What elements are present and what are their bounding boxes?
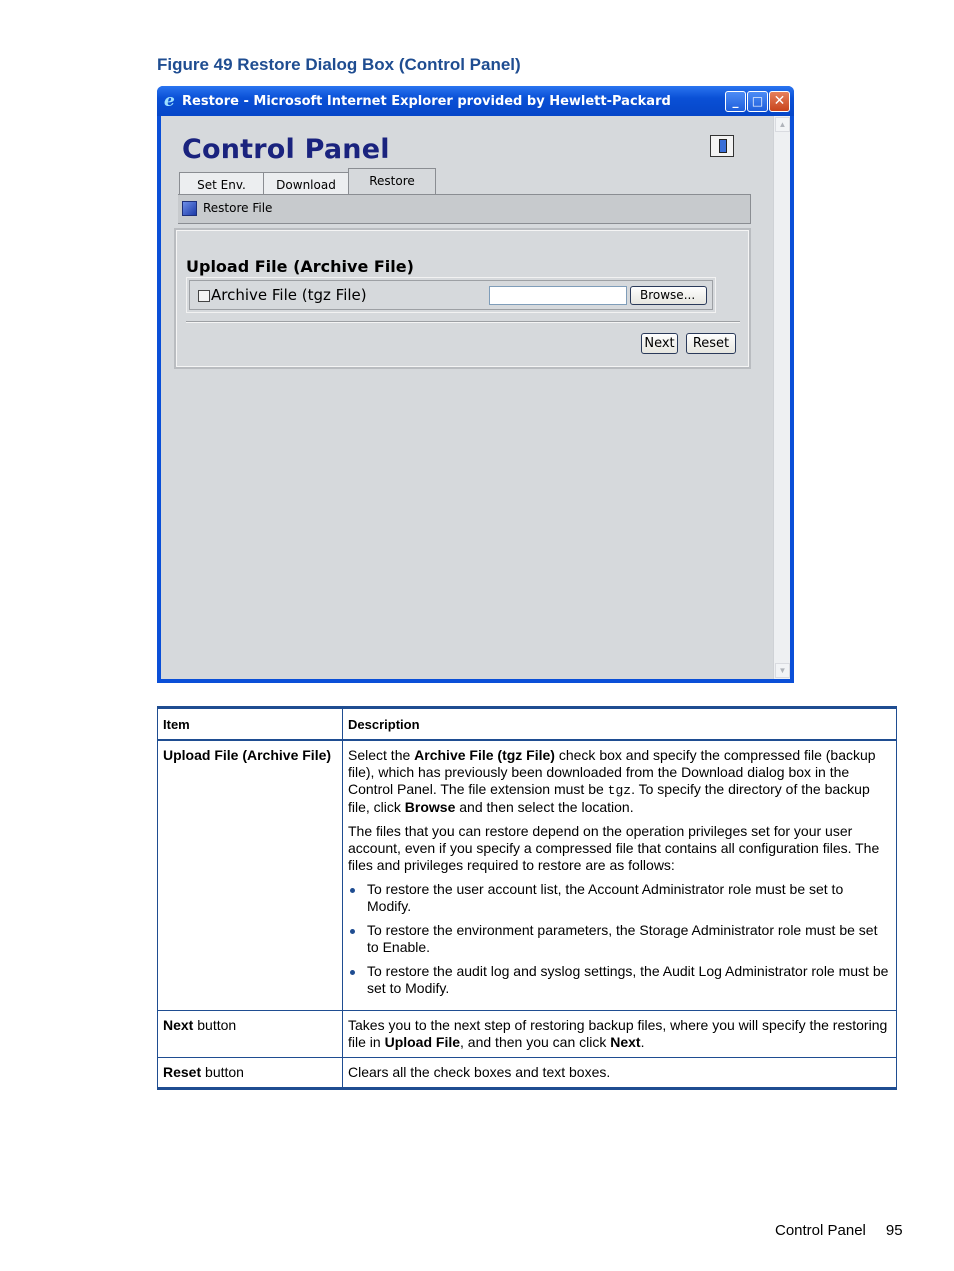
minimize-button[interactable]: _ bbox=[725, 91, 746, 112]
file-path-input[interactable] bbox=[489, 286, 627, 305]
upload-section-title: Upload File (Archive File) bbox=[186, 257, 414, 276]
privilege-list bbox=[348, 881, 891, 997]
table-row bbox=[158, 740, 897, 1011]
window-title: Restore - Microsoft Internet Explorer provided by Hewlett-Packard bbox=[182, 94, 671, 109]
control-panel-heading: Control Panel bbox=[182, 134, 390, 165]
row-item: Reset button bbox=[158, 1058, 343, 1089]
browse-button[interactable]: Browse... bbox=[630, 286, 707, 305]
logout-icon[interactable] bbox=[710, 135, 734, 157]
restore-file-icon bbox=[182, 201, 197, 216]
internet-explorer-icon: e bbox=[164, 91, 175, 111]
close-button[interactable]: ✕ bbox=[769, 91, 790, 112]
vertical-scrollbar[interactable] bbox=[773, 116, 790, 679]
restore-file-subheader bbox=[178, 194, 751, 224]
reset-button[interactable]: Reset bbox=[686, 333, 736, 354]
window-titlebar[interactable] bbox=[157, 86, 794, 116]
page-footer bbox=[775, 1222, 903, 1239]
header-description: Description bbox=[343, 708, 897, 741]
scroll-down-arrow-icon[interactable]: ▼ bbox=[775, 663, 790, 678]
row-description: Select the Archive File (tgz File) check box and specify the compressed file (backup file), which has previously been downloaded from the Download dialog box in the Control Panel. The file extension must be tgz. To specify the directory of the backup file, click Browse and then select the location. bbox=[348, 747, 876, 815]
row-description-2: The files that you can restore depend on the operation privileges set for your user account, even if you specify a compressed file that contains all configuration files. The files and privileges required to restore are as follows: bbox=[348, 823, 880, 873]
archive-file-label: Archive File (tgz File) bbox=[211, 286, 367, 304]
upload-panel bbox=[174, 228, 751, 369]
list-item: To restore the environment parameters, the Storage Administrator role must be set to Enable. bbox=[348, 922, 891, 956]
row-description: Clears all the check boxes and text boxes. bbox=[343, 1058, 897, 1089]
row-item: Upload File (Archive File) bbox=[163, 747, 332, 763]
row-item: Next button bbox=[158, 1011, 343, 1058]
tab-download[interactable]: Download bbox=[263, 172, 349, 195]
panel-divider bbox=[186, 321, 740, 323]
footer-section: Control Panel bbox=[775, 1222, 866, 1239]
tab-set-env[interactable]: Set Env. bbox=[179, 172, 264, 195]
browser-window bbox=[157, 86, 794, 683]
row-description: Takes you to the next step of restoring backup files, where you will specify the restoring file in Upload File, and then you can click Next. bbox=[343, 1011, 897, 1058]
header-item: Item bbox=[158, 708, 343, 741]
scroll-up-arrow-icon[interactable]: ▲ bbox=[775, 117, 790, 132]
browser-content bbox=[161, 116, 790, 679]
figure-title: Figure 49 Restore Dialog Box (Control Panel) bbox=[157, 55, 521, 74]
item-description-table bbox=[157, 706, 897, 1090]
table-row bbox=[158, 1011, 897, 1058]
archive-file-checkbox[interactable] bbox=[198, 290, 210, 302]
page-number: 95 bbox=[885, 1222, 903, 1239]
list-item: To restore the user account list, the Account Administrator role must be set to Modify. bbox=[348, 881, 891, 915]
list-item: To restore the audit log and syslog settings, the Audit Log Administrator role must be set to Modify. bbox=[348, 963, 891, 997]
maximize-button[interactable]: □ bbox=[747, 91, 768, 112]
tab-restore[interactable]: Restore bbox=[348, 168, 436, 195]
table-row bbox=[158, 1058, 897, 1089]
next-button[interactable]: Next bbox=[641, 333, 678, 354]
subheader-label: Restore File bbox=[203, 201, 273, 215]
archive-file-row bbox=[186, 277, 716, 313]
